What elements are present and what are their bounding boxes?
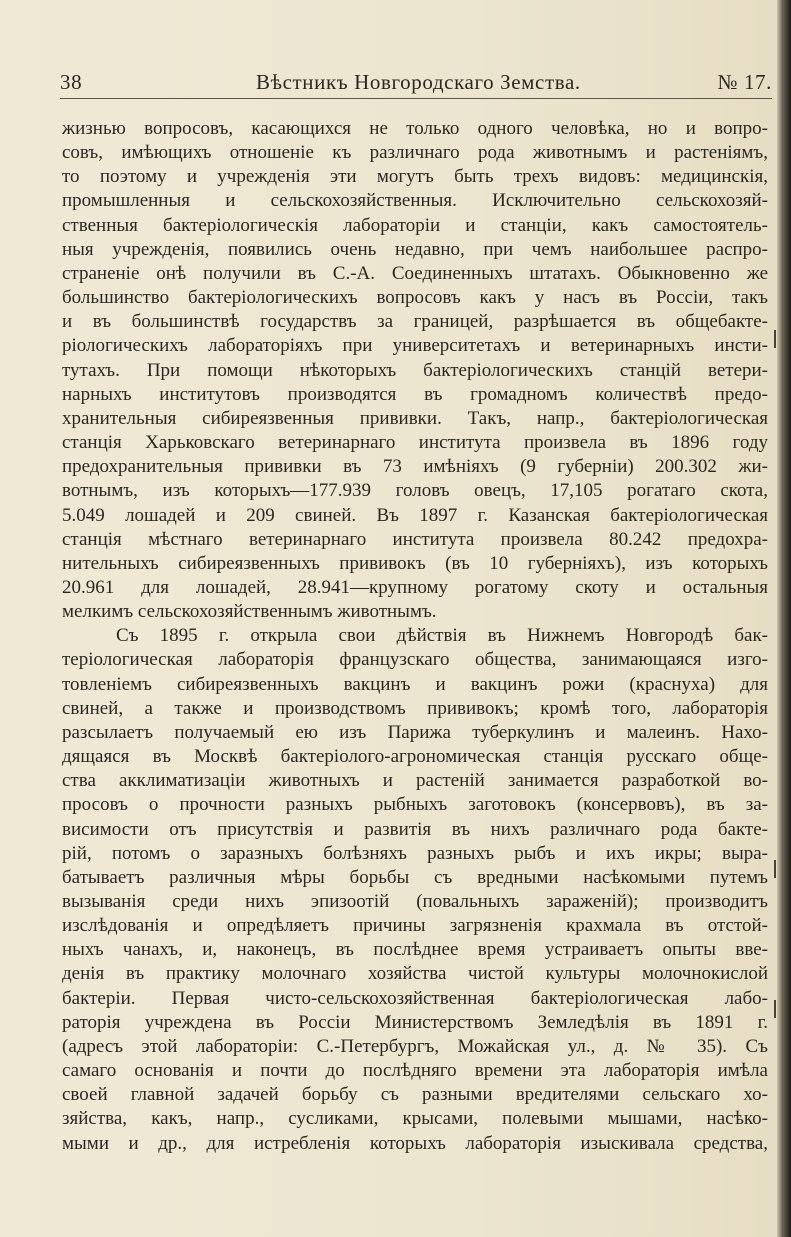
text-line: денія въ практику молочнаго хозяйства чистой культуры молочнокислой [62,963,768,985]
text-line: ріологическихъ лабораторіяхъ при университетахъ и ветеринарныхъ инсти- [62,335,768,357]
text-line: ныхъ чанахъ, и, наконецъ, въ послѣднее время устраиваетъ опыты вве- [62,939,768,961]
text-line: тутахъ. При помощи нѣкоторыхъ бактеріологическихъ станцій ветери- [62,359,768,381]
text-line: рій, потомъ о заразныхъ болѣзняхъ разныхъ рыбъ и ихъ икры; выра- [62,842,768,864]
text-line: ственныя бактеріологическія лабораторіи и станціи, какъ самостоятель- [62,214,768,236]
text-line: товленіемъ сибиреязвенныхъ вакцинъ и вакцинъ рожи (краснуха) для [62,673,768,695]
text-line: теріологическая лабораторія французскаго общества, занимающаяся изго- [62,649,768,671]
text-line: (адресъ этой лабораторіи: С.-Петербургъ, Можайская ул., д. № 35). Съ [62,1035,768,1057]
text-line: самаго основанія и почти до послѣдняго времени эта лабораторія имѣла [62,1060,768,1082]
running-title: Вѣстникъ Новгородскаго Земства. [256,70,581,94]
text-line: свиней, а также и производствомъ прививокъ; кромѣ того, лабораторія [62,697,768,719]
text-line: мыми и др., для истребленія которыхъ лабораторія изыскивала средства, [62,1132,768,1154]
text-line: батываетъ различныя мѣры борьбы съ вредными насѣкомыми путемъ [62,866,768,888]
text-line: висимости отъ присутствія и развитія въ нихъ различнаго рода бакте- [62,818,768,840]
paragraph-start-line: Съ 1895 г. открыла свои дѣйствія въ Нижнемъ Новгородѣ бак- [116,625,768,647]
page-header [60,68,772,98]
text-line: ныя учрежденія, появились очень недавно, при чемъ наибольшее распро- [62,238,768,260]
text-line: разсылаетъ получаемый ею изъ Парижа туберкулинъ и малеинъ. Нахо- [62,721,768,743]
text-line: жизнью вопросовъ, касающихся не только одного человѣка, но и вопро- [62,118,768,139]
paragraph-end-line: мелкимъ сельскохозяйственнымъ животнымъ. [62,601,437,623]
text-line: раторія учреждена въ Россіи Министерствомъ Земледѣлія въ 1891 г. [62,1011,768,1033]
text-line: изслѣдованія и опредѣляетъ причины загрязненія крахмала въ отстой- [62,915,768,937]
text-line: большинство бактеріологическихъ вопросовъ какъ у насъ въ Россіи, такъ [62,287,768,309]
text-line: и въ большинствѣ государствъ за границей, разрѣшается въ общебакте- [62,311,768,333]
text-line: страненіе онѣ получили въ С.-А. Соединенныхъ штатахъ. Обыкновенно же [62,262,768,284]
text-line: просовъ о прочности разныхъ рыбныхъ заготовокъ (консервовъ), въ за- [62,794,768,816]
text-line: нительныхъ сибиреязвенныхъ прививокъ (въ 10 губерніяхъ), изъ которыхъ [62,552,768,574]
book-binding-edge [777,0,791,1237]
text-line: бактеріи. Первая чисто-сельскохозяйственная бактеріологическая лабо- [62,987,768,1009]
issue-number: № 17. [717,70,772,94]
text-line: ства акклиматизаціи животныхъ и растеній занимается разработкой во- [62,770,768,792]
margin-mark [770,860,776,878]
text-line: совъ, имѣющихъ отношеніе къ различнаго рода животнымъ и растеніямъ, [62,142,768,164]
text-line: дящаяся въ Москвѣ бактеріолого-агрономическая станція русскаго обще- [62,746,768,768]
text-line: то поэтому и учрежденія эти могутъ быть трехъ видовъ: медицинскія, [62,166,768,188]
text-line: станція мѣстнаго ветеринарнаго института произвела 80.242 предохра- [62,528,768,550]
header-rule [60,98,772,99]
text-line: 5.049 лошадей и 209 свиней. Въ 1897 г. Казанская бактеріологическая [62,504,768,526]
text-line: хранительныя сибиреязвенныя прививки. Такъ, напр., бактеріологическая [62,407,768,429]
body-text [62,117,768,1156]
margin-mark [770,1000,776,1018]
text-line: 20.961 для лошадей, 28.941—крупному рогатому скоту и остальныя [62,576,768,598]
page-number: 38 [60,70,83,94]
text-line: предохранительныя прививки въ 73 имѣніяхъ (9 губерніи) 200.302 жи- [62,456,768,478]
text-line: нарныхъ институтовъ производятся въ громадномъ количествѣ предо- [62,383,768,405]
text-line: станція Харьковскаго ветеринарнаго института произвела въ 1896 году [62,432,768,454]
text-line: вотнымъ, изъ которыхъ—177.939 головъ овецъ, 17,105 рогатаго скота, [62,480,768,502]
margin-mark [770,330,776,348]
text-line: своей главной задачей борьбу съ разными вредителями сельскаго хо- [62,1084,768,1106]
text-line: промышленныя и сельскохозяйственныя. Исключительно сельскохозяй- [62,190,768,212]
text-line: зяйства, какъ, напр., сусликами, крысами, полевыми мышами, насѣко- [62,1108,768,1130]
text-line: вызыванія среди нихъ эпизоотій (повальныхъ зараженій); производитъ [62,891,768,912]
